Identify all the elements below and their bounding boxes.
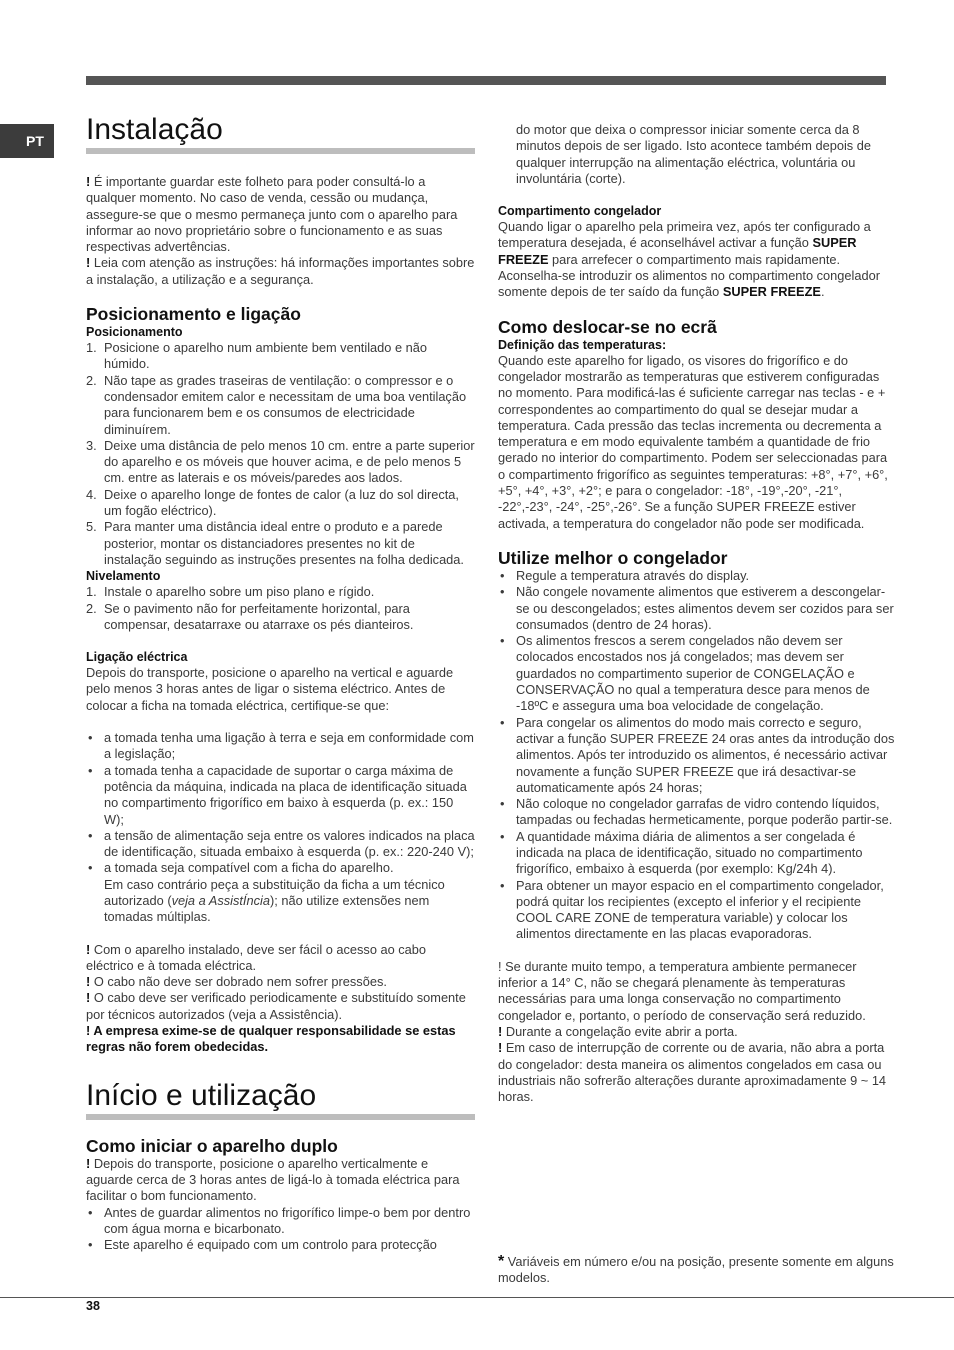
list-item: • Não congele novamente alimentos que estiverem a descongelar-se ou descongelados; estes alimentos devem ser cozidos para ser consumados (dentro de 24 horas). <box>500 584 894 632</box>
list-item: • Antes de guardar alimentos no frigorífico limpe-o bem por dentro com água morna e bicarbonato. <box>88 1204 471 1236</box>
intro-para-1: ! É importante guardar este folheto para poder consultá-lo a qualquer momento. No caso de venda, cessão ou mudança, assegure-se que o mesmo permaneça junto com o aparelho para informar ao novo proprietário sobre o funcionamento e as suas respectivas advertências. <box>86 174 458 255</box>
freezer-subheading: Compartimento congelador <box>498 204 662 219</box>
list-item: • Para congelar os alimentos do modo mais correcto e seguro, activar a função SUPER FREEZE 24 oras antes da introdução dos alimentos. Após ter introduzido os alimentos, é necessário activar novamente a função SUPER FREEZE que irá desactivar-se automaticamente após 24 horas; <box>500 714 895 795</box>
footer-divider <box>0 1297 954 1298</box>
note-1: ! Se durante muito tempo, a temperatura ambiente permanecer inferior a 14° C, não se chegará plenamente às temperaturas necessárias para uma longa conservação no compartimento congelador e, portanto, o período de conservação será reduzido. <box>498 958 866 1023</box>
installation-title: Instalação <box>86 112 475 154</box>
leveling-list <box>86 584 475 633</box>
warning-disclaimer: ! A empresa exime-se de qualquer responsabilidade se estas regras não forem obedecidas. <box>86 1023 456 1055</box>
note-3: ! Em caso de interrupção de corrente ou de avaria, não abra a porta do congelador: desta maneira os alimentos congelados em casa ou industriais não sofrerão alterações durante aproximadamente 9 ~ 14 horas. <box>498 1040 887 1105</box>
page-number: 38 <box>86 1299 100 1313</box>
warning-2: ! O cabo não deve ser dobrado nem sofrer pressões. <box>86 974 387 990</box>
right-column <box>498 122 896 1105</box>
temperatures-subheading: Definição das temperaturas: <box>498 337 667 352</box>
footnote <box>498 1254 896 1287</box>
start-para: ! Depois do transporte, posicione o aparelho verticalmente e aguarde cerca de 3 horas antes de ligá-lo à tomada eléctrica para facilitar o bom funcionamento. <box>86 1155 460 1204</box>
warning-1: ! Com o aparelho instalado, deve ser fácil o acesso ao cabo eléctrico e à tomada eléctrica. <box>86 941 427 973</box>
positioning-subheading: Posicionamento <box>86 325 183 340</box>
footnote-text: Variáveis em número e/ou na posição, presente somente em alguns modelos. <box>498 1254 894 1286</box>
list-item: 3. Deixe uma distância de pelo menos 10 cm. entre a parte superior do aparelho e os móveis que houver acima, e de pelo menos 5 cm. entre as laterais e os móveis/paredes aos lados. <box>86 437 475 486</box>
electrical-para: Depois do transporte, posicione o aparelho na vertical e aguarde pelo menos 3 horas antes de ligar o sistema eléctrico. Antes de colocar a ficha na tomada eléctrica, certifique-se que: <box>86 665 454 713</box>
list-item: • Regule a temperatura através do display. <box>500 567 750 583</box>
list-item: 4. Deixe o aparelho longe de fontes de calor (a luz do sol directa, um fogão eléctrico). <box>86 486 459 519</box>
list-item: 1. Instale o aparelho sobre um piso plano e rígido. <box>86 584 375 600</box>
header-bar <box>86 76 886 85</box>
list-item: • Os alimentos frescos a serem congelados não devem ser colocados encostados nos já congelados; mas devem ser guardados no compartimento superior de CONGELAÇÃO e CONSERVAÇÃO no qual a temperatura desce para menos de -18ºC e assegura uma boa velocidade de congelação. <box>500 633 870 714</box>
electrical-subheading: Ligação eléctrica <box>86 650 188 665</box>
list-item: • a tomada tenha a capacidade de suportar o carga máxima de potência da máquina, indicada na placa de identificação situada no compartimento frigorífico em baixo à esquerda (p. ex.: 150 W); <box>88 762 467 827</box>
list-item: 2. Se o pavimento não for perfeitamente horizontal, para compensar, desatarraxe ou atarraxe os pés dianteiros. <box>86 600 414 632</box>
list-item: 1. Posicione o aparelho num ambiente bem ventilado e não húmido. <box>86 340 427 372</box>
list-item: • Para obtener un mayor espacio en el compartimento congelador, podrá quitar los recipientes (excepto el inferior y el recipiente COOL CARE ZONE de temperatura variable) y colocar los alimentos directamente en las placas evaporadoras. <box>500 877 884 942</box>
warning-3: ! O cabo deve ser verificado periodicamente e substituído somente por técnicos autorizados (veja a Assistência). <box>86 990 466 1022</box>
leveling-subheading: Nivelamento <box>86 569 161 584</box>
positioning-heading: Posicionamento e ligação <box>86 304 301 325</box>
list-item: • Este aparelho é equipado com um controlo para protecção <box>88 1237 437 1253</box>
list-item: • a tomada tenha uma ligação à terra e seja em conformidade com a legislação; <box>88 730 474 762</box>
start-heading: Como iniciar o aparelho duplo <box>86 1135 338 1156</box>
temperatures-para: Quando este aparelho for ligado, os visores do frigorífico e do congelador mostrarão as temperaturas que estiverem configuradas no momento. Para modificá-las é suficiente carregar nas teclas - e + correspondentes ao compartimento do qual se desejar mudar a temperatura. Cada pressão das teclas incrementa ou decrementa a temperatura e em modo equivalente também a quantidade de frio gerado no interior do compartimento. Podem ser seleccionadas para o compartimento frigorífico as seguintes temperaturas: +8°, +7°, +6°, +5°, +4°, +3°, +2°; e para o congelador: -18°, -19°,-20°, -21°, -22°,-23°, -24°, -25°,-26°. Se a função SUPER FREEZE estiver activada, a temperatura do congelador não pode ser modificada. <box>498 352 888 531</box>
screen-heading: Como deslocar-se no ecrã <box>498 316 717 337</box>
freezer-use-list <box>498 568 896 943</box>
note-2: ! Durante a congelação evite abrir a porta. <box>498 1023 738 1039</box>
freezer-para: Quando ligar o aparelho pela primeira vez, após ter configurado a temperatura desejada, é aconselhável activar a função SUPER FREEZE para arrefecer o compartimento mais rapidamente. Aconselha-se introduzir os alimentos no compartimento congelador somente depois de ter saído da função SUPER FREEZE. <box>498 219 880 300</box>
continued-para: do motor que deixa o compressor iniciar somente cerca da 8 minutos depois de ser ligado. Isto acontece também depois de qualquer interrupção na alimentação eléctrica, voluntária ou involuntária (corte). <box>516 122 871 186</box>
freezer-use-heading: Utilize melhor o congelador <box>498 547 728 568</box>
electrical-list <box>86 730 475 926</box>
footnote-star: * <box>498 1253 505 1270</box>
list-item: • A quantidade máxima diária de alimentos a ser congelada é indicada na placa de identificação, situado no compartimento frigorífico, embaixo à esquerda (por exemplo: Kg/24h 4). <box>500 828 863 877</box>
language-tab: PT <box>0 124 54 158</box>
start-list <box>86 1205 475 1254</box>
left-column <box>86 112 475 1253</box>
positioning-list <box>86 340 475 568</box>
intro-para-2: ! Leia com atenção as instruções: há informações importantes sobre a instalação, a utilização e a segurança. <box>86 255 475 287</box>
list-item: • a tomada seja compatível com a ficha do aparelho. Em caso contrário peça a substituição da ficha a um técnico autorizado (veja a AssistÍncia); não utilize extensões nem tomadas múltiplas. <box>88 860 445 925</box>
list-item: 5. Para manter uma distância ideal entre o produto e a parede posterior, montar os distanciadores presentes no kit de instalação seguindo as instruções presentes na folha dedicada. <box>86 519 464 567</box>
list-item: • Não coloque no congelador garrafas de vidro contendo líquidos, tampadas ou fechadas hermeticamente, porque poderão partir-se. <box>500 796 893 828</box>
list-item: • a tensão de alimentação seja entre os valores indicados na placa de identificação, situada embaixo à esquerda (p. ex.: 220-240 V); <box>88 827 475 860</box>
list-item: 2. Não tape as grades traseiras de ventilação: o compressor e o condensador emitem calor e necessitam de uma boa ventilação para funcionarem bem e os consumos de electricidade diminuírem. <box>86 372 467 437</box>
start-title: Início e utilização <box>86 1078 475 1120</box>
